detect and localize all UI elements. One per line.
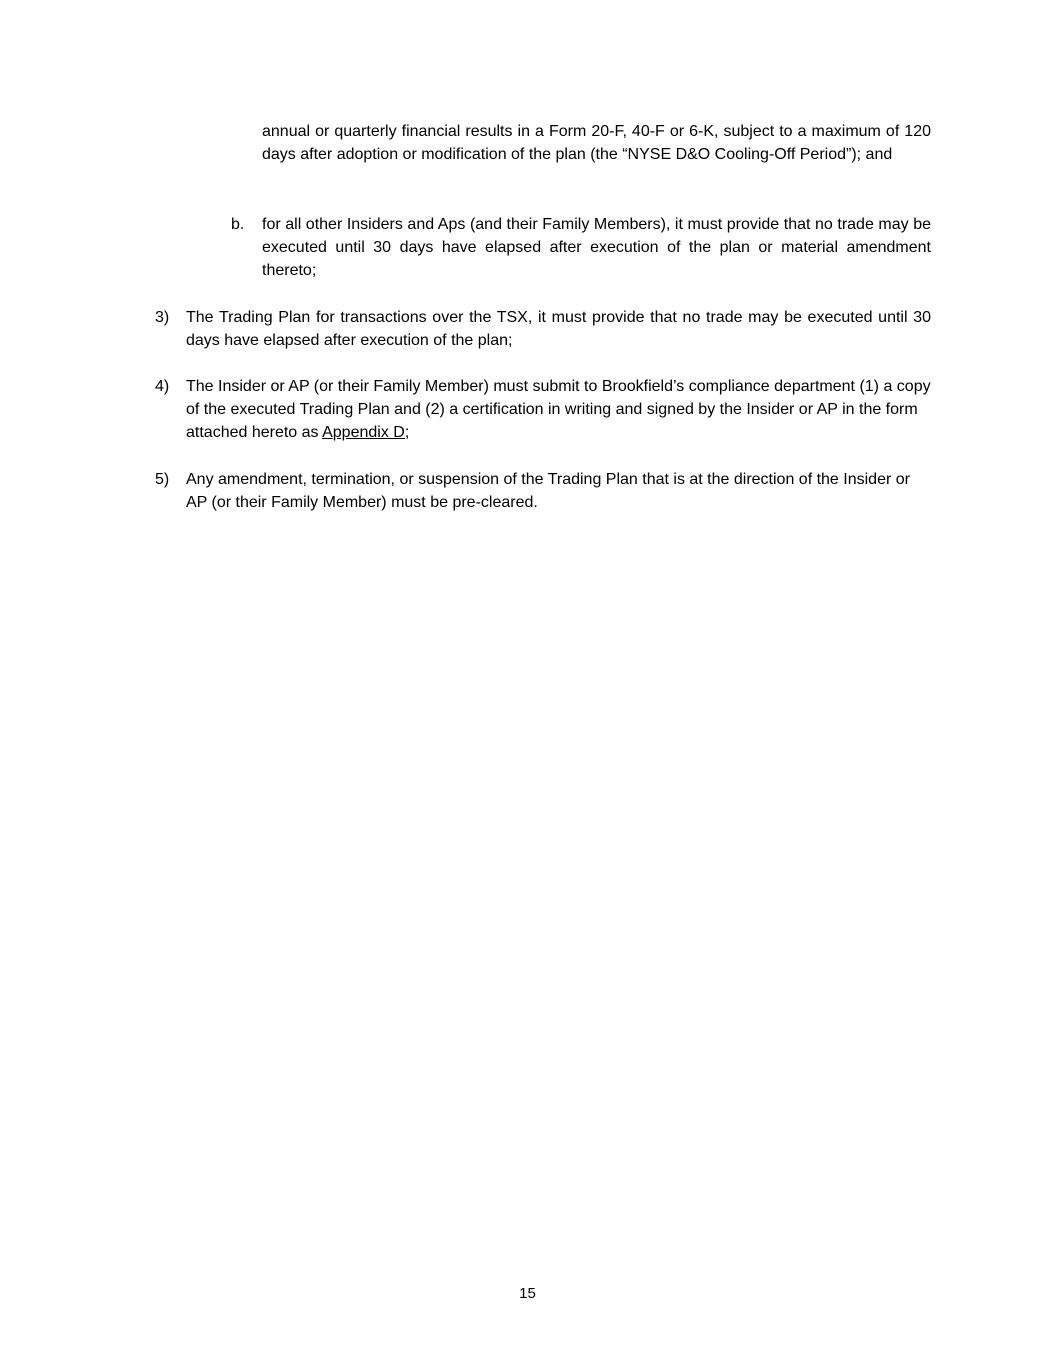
- appendix-d-reference: Appendix D: [322, 424, 405, 441]
- item-5-text: Any amendment, termination, or suspension of the Trading Plan that is at the direction of the Insider or AP (or their Family Member) must be pre-cleared.: [186, 471, 910, 511]
- sub-item-b-text: for all other Insiders and Aps (and their Family Members), it must provide that no trade may be executed until 30 days have elapsed after execution of the plan or material amendment thereto;: [262, 216, 931, 279]
- item-4-text: [186, 375, 931, 444]
- sub-item-b-marker: b.: [231, 216, 245, 233]
- item-4-marker: 4): [155, 378, 170, 395]
- item-3-marker: 3): [155, 309, 170, 326]
- continuation-paragraph: annual or quarterly financial results in a Form 20-F, 40-F or 6-K, subject to a maximum of 120 days after adoption or modification of the plan (the “NYSE D&O Cooling-Off Period”); and: [262, 123, 931, 163]
- item-4-text-before: The Insider or AP (or their Family Member) must submit to Brookfield’s compliance department (1) a copy of the executed Trading Plan and (2) a certification in writing and signed by the Insider or AP in the form attached hereto as: [186, 378, 931, 441]
- item-4-text-after: ;: [404, 424, 410, 441]
- item-5-marker: 5): [155, 471, 170, 488]
- item-3-text: The Trading Plan for transactions over the TSX, it must provide that no trade may be executed until 30 days have elapsed after execution of the plan;: [186, 309, 931, 349]
- page-number: 15: [519, 1285, 536, 1302]
